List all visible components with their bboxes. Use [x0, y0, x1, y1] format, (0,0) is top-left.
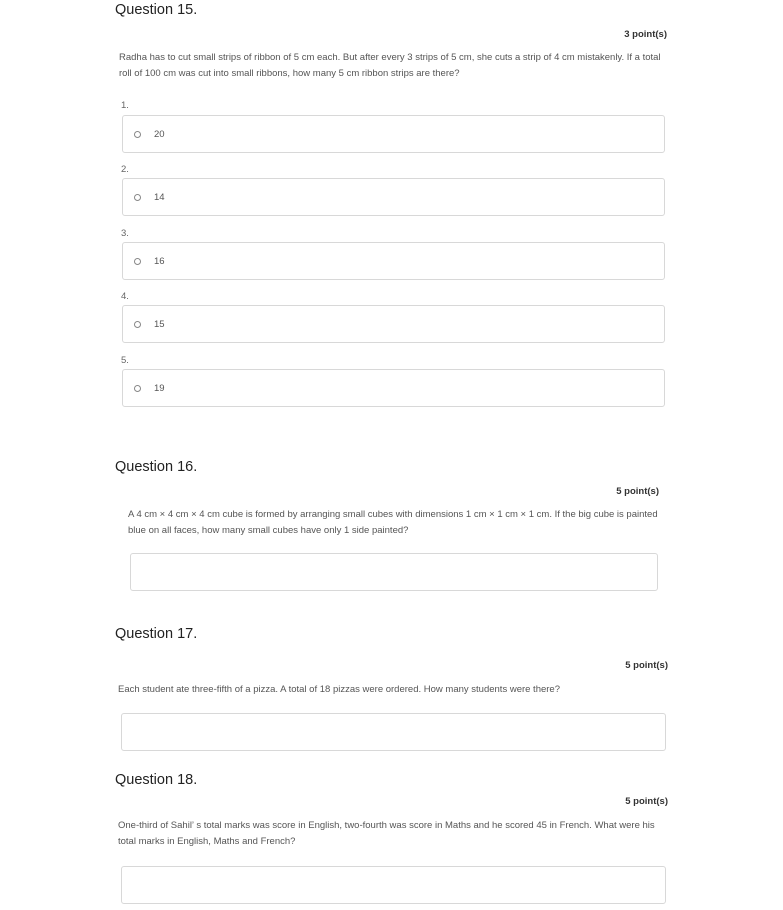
option-label: 14: [154, 191, 165, 203]
option-14[interactable]: [122, 178, 665, 216]
question-15-points: 3 point(s): [624, 29, 667, 40]
option-label: 16: [154, 255, 165, 267]
option-19[interactable]: [122, 369, 665, 407]
question-18-title: Question 18.: [115, 772, 198, 788]
question-15-text: Radha has to cut small strips of ribbon of 5 cm each. But after every 3 strips of 5 cm, she cuts a strip of 4 cm mistakenly. If a total roll of 100 cm was cut into small ribbons, how many 5 cm ribbon strips are there?: [119, 52, 661, 79]
option-16[interactable]: [122, 242, 665, 280]
question-16-title: Question 16.: [115, 459, 198, 475]
option-number: 2.: [121, 164, 129, 175]
question-16-text: A 4 cm × 4 cm × 4 cm cube is formed by arranging small cubes with dimensions 1 cm × 1 cm × 1 cm. If the big cube is painted blue on all faces, how many small cubes have only 1 side painted?: [128, 509, 658, 536]
radio-icon[interactable]: [134, 131, 141, 138]
option-number: 4.: [121, 291, 129, 302]
question-16-answer-input[interactable]: [130, 553, 658, 591]
radio-icon[interactable]: [134, 194, 141, 201]
question-17-points: 5 point(s): [625, 660, 668, 671]
question-15-title: Question 15.: [115, 2, 198, 18]
option-label: 19: [154, 382, 165, 394]
question-16-points: 5 point(s): [616, 486, 659, 497]
option-20[interactable]: [122, 115, 665, 153]
option-label: 15: [154, 318, 165, 330]
question-17-text: Each student ate three-fifth of a pizza. A total of 18 pizzas were ordered. How many students were there?: [118, 684, 560, 695]
question-17-title: Question 17.: [115, 626, 198, 642]
option-label: 20: [154, 128, 165, 140]
question-18-text: One-third of Sahil’ s total marks was score in English, two-fourth was score in Maths and he scored 45 in French. What were his total marks in English, Maths and French?: [118, 820, 655, 847]
radio-icon[interactable]: [134, 385, 141, 392]
question-17-answer-input[interactable]: [121, 713, 666, 751]
question-18-answer-input[interactable]: [121, 866, 666, 904]
question-18-points: 5 point(s): [625, 796, 668, 807]
radio-icon[interactable]: [134, 321, 141, 328]
option-15[interactable]: [122, 305, 665, 343]
option-number: 5.: [121, 355, 129, 366]
option-number: 3.: [121, 228, 129, 239]
option-number: 1.: [121, 100, 129, 111]
radio-icon[interactable]: [134, 258, 141, 265]
